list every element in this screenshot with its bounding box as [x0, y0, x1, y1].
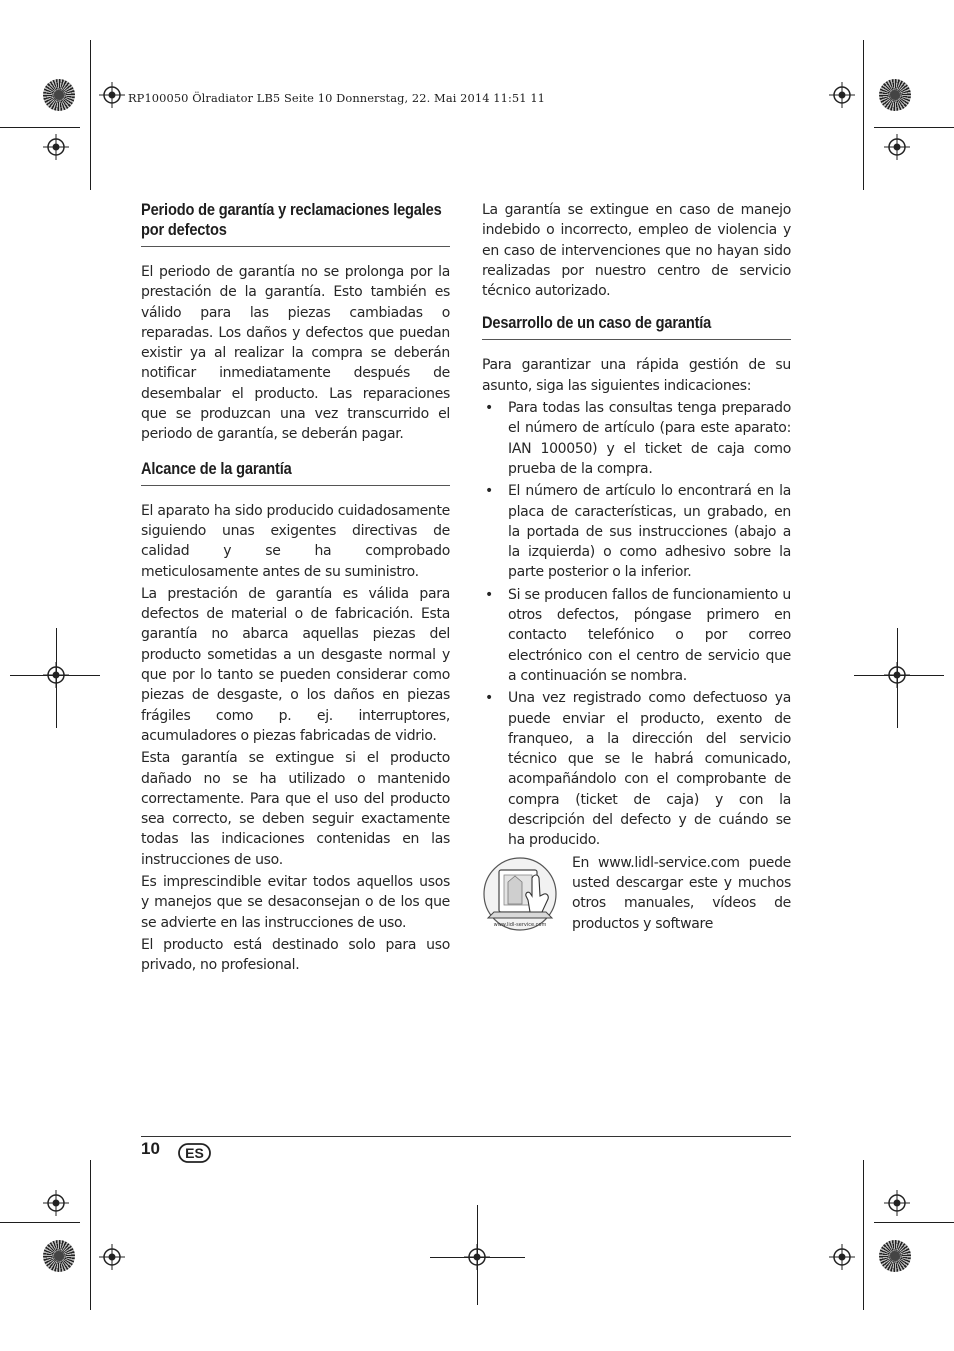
- language-code: ES: [185, 1145, 204, 1161]
- registration-target-icon: [884, 1190, 910, 1216]
- registration-target-icon: [884, 662, 910, 688]
- section-heading: Desarrollo de un caso de garantía: [482, 313, 712, 333]
- color-rosette-icon: [43, 79, 75, 111]
- paragraph: Esta garantía se extingue si el producto dañado no se ha utilizado o mantenido correctamente. Para que el uso del producto sea correcto, se deben seguir exactamente todas las indicaciones contenidas en las instrucciones de uso.: [141, 750, 450, 868]
- warranty-period-section: [141, 200, 450, 445]
- heading-rule: [482, 339, 791, 340]
- paragraph: El aparato ha sido producido cuidadosamente siguiendo unas exigentes directivas de calidad y se ha comprobado meticulosamente antes de su suministro.: [141, 502, 450, 580]
- registration-target-icon: [829, 1244, 855, 1270]
- heading-rule: [141, 246, 450, 247]
- print-slug-line: RP100050 Ölradiator LB5 Seite 10 Donnerstag, 22. Mai 2014 11:51 11: [128, 91, 546, 105]
- service-note-text: En www.lidl-service.com puede usted descargar este y muchos otros manuales, vídeos de productos y software: [572, 854, 791, 932]
- registration-target-icon: [99, 82, 125, 108]
- service-icon-url-label: www.lidl-service.com: [493, 921, 547, 928]
- list-item: • Una vez registrado como defectuoso ya puede enviar el producto, exento de franqueo, a la dirección del servicio técnico que se le habrá comunicado, acompañándolo con el comprobante de compra (ticket de caja) y con la descripción del defecto y de cuándo se ha producido.: [482, 688, 791, 850]
- color-rosette-icon: [43, 1240, 75, 1272]
- section-heading: Periodo de garantía y reclamaciones legales por defectos: [141, 200, 442, 239]
- instruction-list: [482, 398, 791, 851]
- registration-target-icon: [43, 662, 69, 688]
- footer-rule: [141, 1136, 791, 1137]
- right-column: [482, 200, 791, 936]
- registration-target-icon: [884, 134, 910, 160]
- registration-target-icon: [43, 1190, 69, 1216]
- language-badge: [178, 1143, 211, 1163]
- paragraph: El periodo de garantía no se prolonga por la prestación de la garantía. Esto también es válido para las piezas cambiadas o reparadas. Los daños y defectos que puedan existir ya al realizar la compra se deberán notificar inmediatamente después de desembalar el producto. Las reparaciones que se produzcan una vez transcurrido el periodo de garantía, se deberán pagar.: [141, 264, 450, 443]
- list-item: • Para todas las consultas tenga preparado el número de artículo (para este aparato: IAN 100050) y el ticket de caja como prueba de la compra.: [482, 398, 791, 479]
- warranty-scope-section: [141, 459, 450, 976]
- heading-rule: [141, 485, 450, 486]
- service-download-note: [482, 853, 791, 934]
- list-item: • El número de artículo lo encontrará en la placa de características, un grabado, en la portada de sus instrucciones (abajo a la izquierda) o como adhesivo sobre la parte posterior o la inferior.: [482, 481, 791, 582]
- section-heading: Alcance de la garantía: [141, 458, 292, 478]
- left-column: [141, 200, 450, 978]
- registration-target-icon: [464, 1244, 490, 1270]
- paragraph: La garantía se extingue en caso de manejo indebido o incorrecto, empleo de violencia y en caso de intervenciones que no hayan sido realizadas por nuestro centro de servicio técnico autorizado.: [482, 202, 791, 300]
- claim-process-section: [482, 313, 791, 933]
- lidl-service-manual-icon: [482, 856, 562, 932]
- registration-target-icon: [43, 134, 69, 160]
- paragraph: Para garantizar una rápida gestión de su asunto, siga las siguientes indicaciones:: [482, 357, 791, 394]
- paragraph: La prestación de garantía es válida para defectos de material o de fabricación. Esta garantía no abarca aquellas piezas del producto sometidas a un desgaste normal y que por lo tanto se pueden considerar como piezas de desgaste, o los daños en piezas frágiles como p. ej. interruptores, acumuladores o piezas fabricadas de vidrio.: [141, 585, 450, 744]
- color-rosette-icon: [879, 79, 911, 111]
- paragraph: Es imprescindible evitar todos aquellos usos y manejos que se desaconsejan o de los que se advierte en las instrucciones de uso.: [141, 874, 450, 931]
- page-number: 10: [141, 1139, 160, 1158]
- paragraph: El producto está destinado solo para uso privado, no profesional.: [141, 936, 450, 974]
- color-rosette-icon: [879, 1240, 911, 1272]
- registration-target-icon: [99, 1244, 125, 1270]
- list-item: • Si se producen fallos de funcionamiento u otros defectos, póngase primero en contacto telefónico o por correo electrónico con el centro de servicio que a continuación se nombra.: [482, 585, 791, 686]
- registration-target-icon: [829, 82, 855, 108]
